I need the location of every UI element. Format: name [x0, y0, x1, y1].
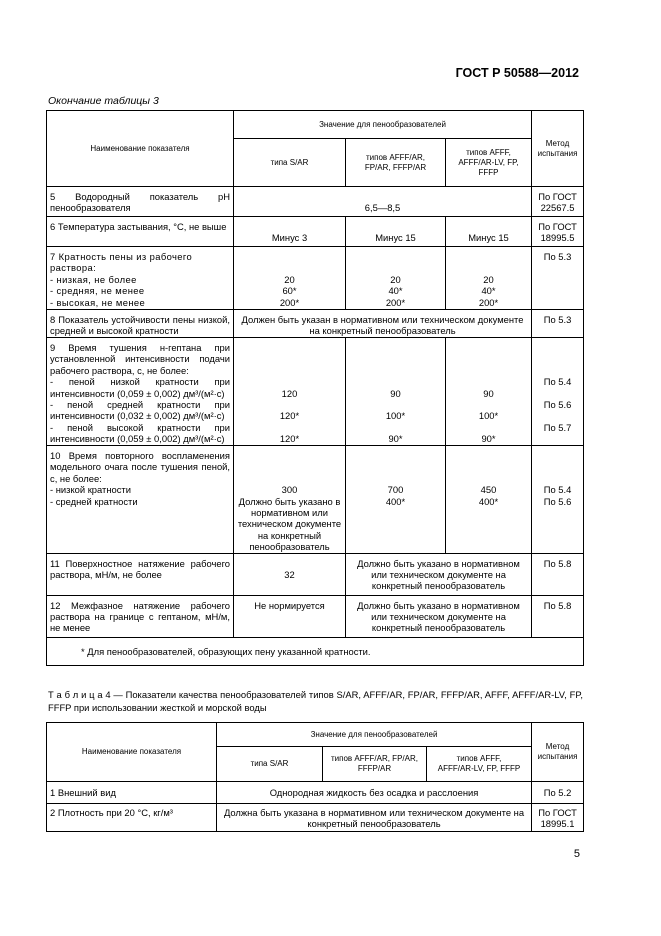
- t4-row-1: 1 Внешний вид Однородная жидкость без осадка и расслоения По 5.2: [47, 782, 584, 804]
- table3: [46, 110, 584, 666]
- table3-caption: Окончание таблицы 3: [48, 95, 159, 107]
- t3-row-9: 9 Время тушения н-гептана при установленной интенсивности подачи рабочего раствора, с, не более: - пеной низкой кратности при интенсивности (0,059 ± 0,002) дм³/(м²·с) - пеной средней кратности при интенсивности (0,032 ± 0,002) дм³/(м²·с) - пеной высокой кратности при интенсивности (0,059 ± 0,002) дм³/(м²·с) 120 120* 120* 90 100* 90* 90 100* 90* По 5.4 По 5.6 По 5.7: [47, 338, 584, 446]
- t3-footnote: * Для пенообразователей, образующих пену указанной кратности.: [47, 637, 584, 665]
- t3-head-method: Метод испытания: [532, 111, 584, 187]
- t3-head-sar: типа S/AR: [234, 139, 346, 187]
- t3-row-8: 8 Показатель устойчивости пены низкой, средней и высокой кратности Должен быть указан в нормативном или техническом документе на конкретный пенообразователь По 5.3: [47, 310, 584, 338]
- document-id: ГОСТ Р 50588—2012: [455, 66, 579, 80]
- table4: [46, 722, 584, 832]
- t3-footnote-row: [47, 637, 584, 665]
- t4-head-method: Метод испытания: [532, 723, 584, 782]
- page-number: 5: [573, 848, 580, 860]
- t4-head-name: Наименование показателя: [47, 723, 217, 782]
- t3-row-11: 11 Поверхностное натяжение рабочего раствора, мН/м, не более 32 Должно быть указано в нормативном или техническом документе на конкретный пенообразователь По 5.8: [47, 553, 584, 595]
- t3-row-7: 7 Кратность пены из рабочего раствора: - низкая, не более - средняя, не менее - высокая, не менее 20 60* 200* 20 40* 200* 20 40* 200* По 5.3: [47, 247, 584, 310]
- t4-row-2: 2 Плотность при 20 °С, кг/м³ Должна быть указана в нормативном или техническом документе на конкретный пенообразователь По ГОСТ 18995.1: [47, 804, 584, 832]
- t3-head-name: Наименование показателя: [47, 111, 234, 187]
- t3-head-values: Значение для пенообразователей: [234, 111, 532, 139]
- t3-row-12: 12 Межфазное натяжение рабочего раствора на границе с гептаном, мН/м, не менее Не нормируется Должно быть указано в нормативном или техническом документе на конкретный пенообразователь По 5.8: [47, 595, 584, 637]
- t4-head-fff: типов AFFF, AFFF/AR-LV, FP, FFFP: [427, 747, 532, 782]
- t4-head-values: Значение для пенообразователей: [217, 723, 532, 747]
- t3-row-5: 5 Водородный показатель рН пенообразователя 6,5—8,5 По ГОСТ 22567.5: [47, 187, 584, 217]
- t4-head-afff: типов AFFF/AR, FP/AR, FFFP/AR: [323, 747, 427, 782]
- t3-row-10: 10 Время повторного воспламенения модельного очага после тушения пеной, с, не более: - низкой кратности - средней кратности 300 Должно быть указано в нормативном или техническом документе на конкретный пенообразователь 700 400* 450 400* По 5.4 По 5.6: [47, 446, 584, 554]
- table4-caption: Т а б л и ц а 4 — Показатели качества пенообразователей типов S/AR, AFFF/AR, FP/AR, FFFP/AR, AFFF, AFFF/AR-LV, FP, FFFP при использовании жесткой и морской воды: [48, 689, 583, 713]
- t3-head-fff: типов AFFF, AFFF/AR-LV, FP, FFFP: [446, 139, 532, 187]
- t3-row-6: 6 Температура застывания, °С, не выше Минус 3 Минус 15 Минус 15 По ГОСТ 18995.5: [47, 217, 584, 247]
- t4-head-sar: типа S/AR: [217, 747, 323, 782]
- t3-head-afff: типов AFFF/AR, FP/AR, FFFP/AR: [346, 139, 446, 187]
